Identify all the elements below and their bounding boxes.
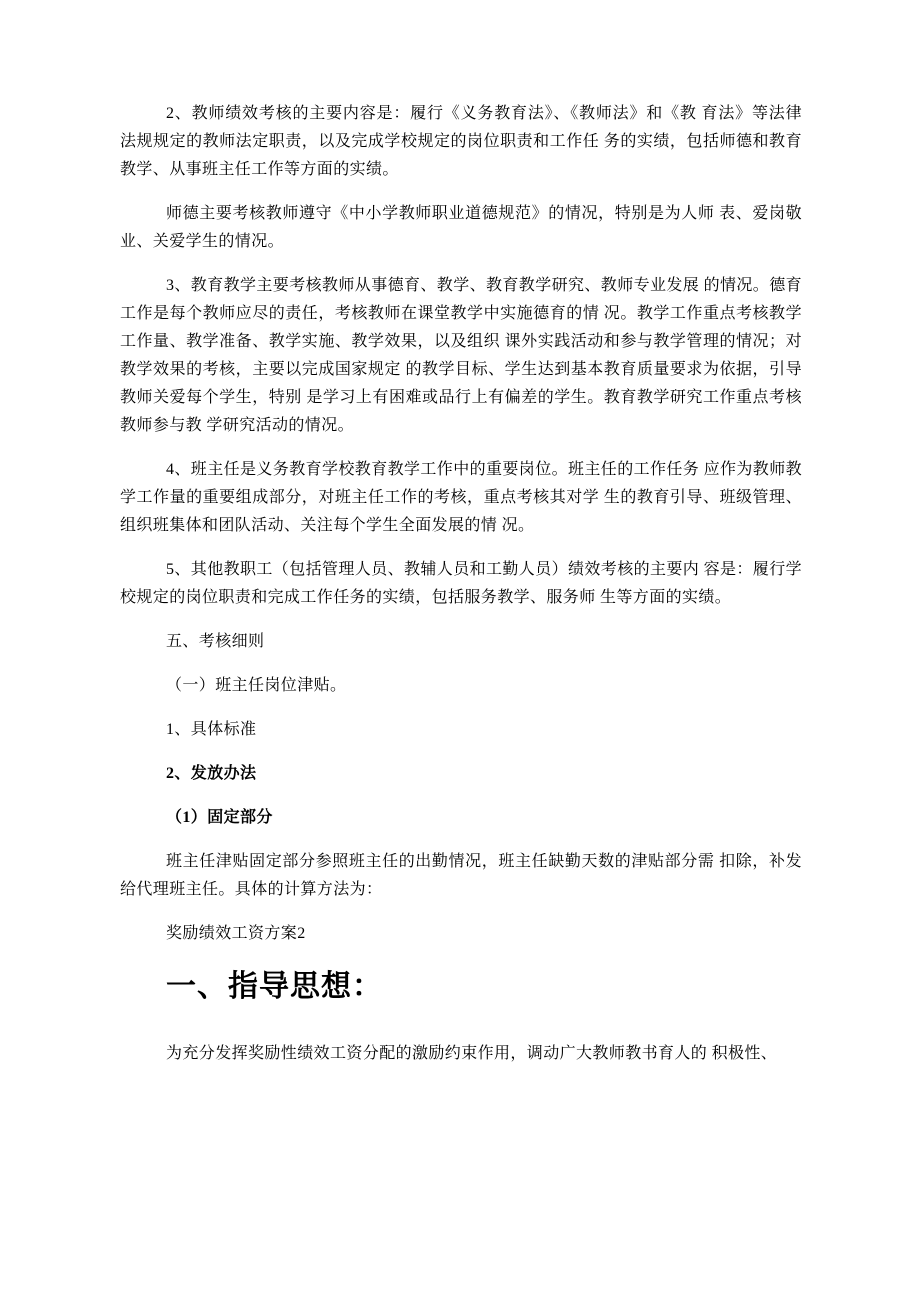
paragraph-education-teaching-appraisal: 3、教育教学主要考核教师从事德育、教学、教育教学研究、教师专业发展 的情况。德育工作是每个教师应尽的责任，考核教师在课堂教学中实施德育的情 况。教学工作重点考核教学工作量、教学准备、教学实施、教学效果，以及组织 课外实践活动和参与教学管理的情况；对教学效果的考核，主要以完成国家规定 的教学目标、学生达到基本教育质量要求为依据，引导教师关爱每个学生，特别 是学习上有困难或品行上有偏差的学生。教育教学研究工作重点考核教师参与教 学研究活动的情况。 <box>120 277 803 434</box>
heading-reward-performance-salary-plan-2: 一、指导思想： <box>166 970 383 1003</box>
section-title-appraisal-rules: 五、考核细则 <box>166 633 265 650</box>
paragraph-teacher-ethics: 师德主要考核教师遵守《中小学教师职业道德规范》的情况，特别是为人师 表、爱岗敬业、关爱学生的情况。 <box>120 205 802 250</box>
subsection-title-head-teacher-allowance: （一）班主任岗位津贴。 <box>166 677 347 694</box>
list-item-payment-method: （1）固定部分 <box>166 809 273 826</box>
paragraph-appraisal-main-content: 2、教师绩效考核的主要内容是：履行《义务教育法》、《教师法》和《教 育法》等法律法规规定的教师法定职责，以及完成学校规定的岗位职责和工作任 务的实绩，包括师德和教育教学、从事班主任工作等方面的实绩。 <box>120 105 802 178</box>
list-item-specific-standard: 2、发放办法 <box>166 765 257 782</box>
paragraph-fixed-part-calculation: 奖励绩效工资方案2 <box>166 925 306 942</box>
paragraph-allowance-monthly-payment: 1、具体标准 <box>166 721 257 738</box>
paragraph-head-teacher-role: 4、班主任是义务教育学校教育教学工作中的重要岗位。班主任的工作任务 应作为教师教学工作量的重要组成部分，对班主任工作的考核，重点考核其对学 生的教育引导、班级管理、组织班集体和团队活动、关注每个学生全面发展的情 况。 <box>120 461 803 534</box>
paragraph-other-staff-appraisal: 5、其他教职工（包括管理人员、教辅人员和工勤人员）绩效考核的主要内 容是：履行学校规定的岗位职责和完成工作任务的实绩，包括服务教学、服务师 生等方面的实绩。 <box>120 561 803 606</box>
section-title-guiding-ideology: 为充分发挥奖励性绩效工资分配的激励约束作用，调动广大教师教书育人的 积极性、 <box>166 1045 778 1062</box>
list-item-fixed-part: 班主任津贴固定部分参照班主任的出勤情况，班主任缺勤天数的津贴部分需 扣除，补发给代理班主任。具体的计算方法为： <box>120 853 802 898</box>
